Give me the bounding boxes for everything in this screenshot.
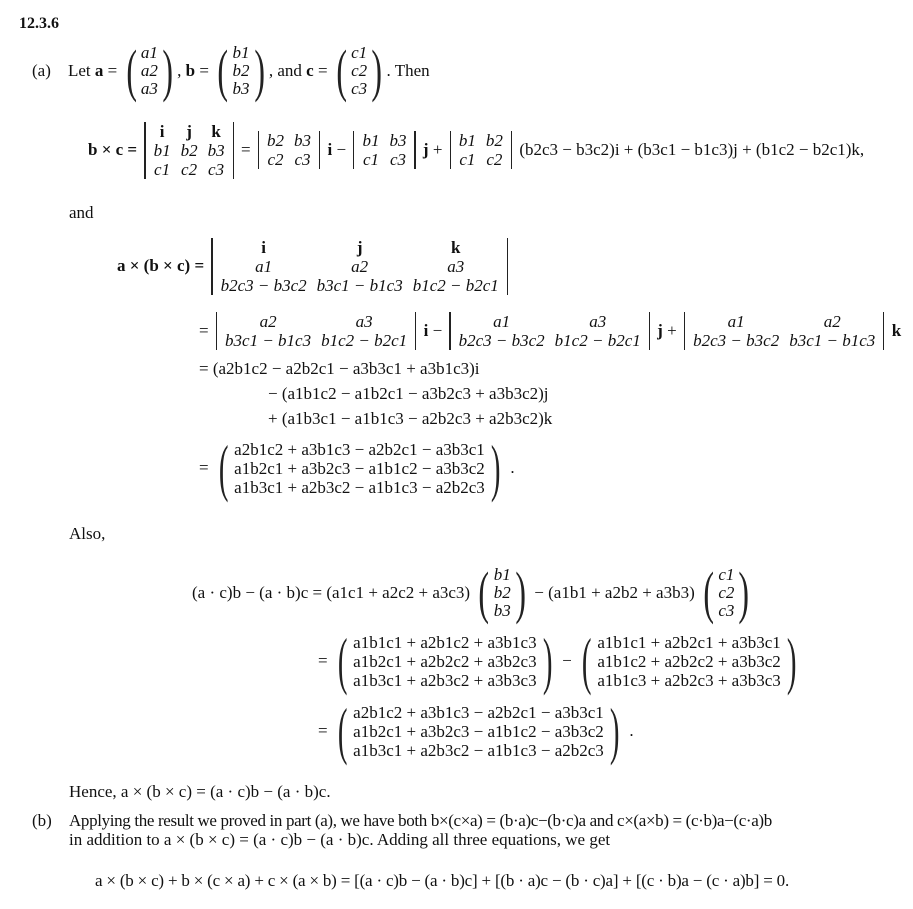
vector-row: a1b1c1 + a2b1c2 + a3b1c3 xyxy=(353,632,537,652)
vector-row: a2b1c2 + a3b1c3 − a2b2c1 − a3b3c1 xyxy=(353,702,604,722)
vector-b-col: ( b1 b2 b3 ) xyxy=(478,560,526,625)
minus-sign: − xyxy=(534,583,544,602)
axbxc-determinant xyxy=(208,238,511,295)
determinant-entry: b1 xyxy=(458,131,476,150)
dot-step-line: = ( a1b1c1 + a2b1c2 + a3b1c3 a1b2c1 + a2b2c2 + a3b2c3 a1b3c1 + a2b3c2 + a3b3c3 ) − ( a1b1c1 + a2b2c1 + a3b3c1 a1b1c2 + a2b2c2 + a3b3c2 a1b1c3 + a2b2c3 + a3b3c3 ) xyxy=(318,628,802,694)
and-text: and xyxy=(69,203,94,222)
coef-ab: (a1b1 + a2b2 + a3b3) xyxy=(548,583,695,602)
bxc-determinant xyxy=(141,122,236,179)
step-left-vector: ( a1b1c1 + a2b1c2 + a3b1c3 a1b2c1 + a2b2c2 + a3b2c3 a1b3c1 + a2b3c2 + a3b3c3 ) xyxy=(337,625,553,696)
let-word: Let xyxy=(68,61,91,80)
axbxc-vector-result: = ( a2b1c2 + a3b1c3 − a2b2c1 − a3b3c1 a1b2c1 + a3b2c3 − a1b1c2 − a3b3c2 a1b3c1 + a2b3c2 − a1b1c3 − a2b2c3 ) . xyxy=(199,432,515,503)
vector-definitions: Let a = ( a1 a2 a3 ) , b = ( b1 b2 b3 ) , and c = ( c1 c2 c3 ) . Then xyxy=(68,38,430,103)
step-right-vector: ( a1b1c1 + a2b2c1 + a3b3c1 a1b1c2 + a2b2c2 + a3b3c2 a1b1c3 + a2b2c3 + a3b3c3 ) xyxy=(581,625,797,696)
determinant-entry: j xyxy=(186,121,192,141)
determinant-entry: a1 xyxy=(727,312,745,331)
vector-row: a1b2c1 + a2b2c2 + a3b2c3 xyxy=(353,651,537,671)
determinant-entry: b3 xyxy=(389,131,407,150)
vec-component: c3 xyxy=(718,601,735,620)
determinant-entry: b2 xyxy=(180,140,198,160)
result-vector-row: a1b2c1 + a3b2c3 − a1b1c2 − a3b3c2 xyxy=(234,458,485,478)
axbxc-minor-j xyxy=(446,312,653,350)
determinant-row xyxy=(220,331,412,350)
vec-component: c2 xyxy=(718,583,735,602)
determinant-row xyxy=(216,276,504,295)
part-b-label: (b) xyxy=(32,811,52,830)
axbxc-minor-i xyxy=(213,312,420,350)
determinant-entry: b3 xyxy=(294,131,312,150)
bxc-minor-k xyxy=(447,131,515,169)
determinant-row xyxy=(149,160,230,179)
determinant-entry: a2 xyxy=(259,312,277,331)
determinant-entry: c3 xyxy=(294,150,311,169)
determinant-row xyxy=(220,312,412,331)
determinant-entry: c1 xyxy=(154,159,171,179)
determinant-entry: b3c1 − b1c3 xyxy=(316,275,403,295)
final-equation: a × (b × c) + b × (c × a) + c × (a × b) = [(a · c)b − (a · b)c] + [(b · a)c − (b · c)a] + [(c · b)a − (c · a)b] = 0. xyxy=(95,871,790,890)
vector-a-component: a1 xyxy=(140,43,158,62)
determinant-row xyxy=(216,257,504,276)
result-vector-row: a1b3c1 + a2b3c2 − a1b1c3 − a2b2c3 xyxy=(234,477,485,497)
determinant-row xyxy=(454,131,508,150)
vector-a-component: a3 xyxy=(140,79,158,98)
dot-final-line: = ( a2b1c2 + a3b1c3 − a2b2c1 − a3b3c1 a1b2c1 + a3b2c3 − a1b1c2 − a3b3c2 a1b3c1 + a2b3c2 − a1b1c3 − a2b2c3 ) . xyxy=(318,695,634,766)
determinant-entry: b2 xyxy=(267,131,285,150)
vector-row: a1b2c1 + a3b2c3 − a1b1c2 − a3b3c2 xyxy=(353,721,604,741)
determinant-entry: c2 xyxy=(181,159,198,179)
determinant-entry: c1 xyxy=(459,150,476,169)
vector-a: ( a1 a2 a3 ) xyxy=(125,38,173,103)
bxc-minor-i xyxy=(255,131,323,169)
vector-row: a1b1c1 + a2b2c1 + a3b3c1 xyxy=(597,632,781,652)
determinant-row xyxy=(454,331,646,350)
vector-row: a1b3c1 + a2b3c2 + a3b3c3 xyxy=(353,670,537,690)
vec-component: b2 xyxy=(493,583,511,602)
result-vector-row: a2b1c2 + a3b1c3 − a2b2c1 − a3b3c1 xyxy=(234,439,485,459)
vector-c: ( c1 c2 c3 ) xyxy=(336,38,383,103)
dot-identity-line xyxy=(192,560,754,626)
vector-b-name: b xyxy=(185,61,196,80)
bxc-result: (b2c3 − b3c2)i + (b3c1 − b1c3)j + (b1c2 − b2c1)k, xyxy=(519,140,865,159)
conclusion-text: Hence, a × (b × c) = (a · c)b − (a · b)c. xyxy=(69,782,331,801)
determinant-entry: b1c2 − b2c1 xyxy=(412,275,499,295)
determinant-entry: a3 xyxy=(589,312,607,331)
determinant-entry: c2 xyxy=(267,150,284,169)
determinant-entry: i xyxy=(261,237,266,257)
vector-b: ( b1 b2 b3 ) xyxy=(217,38,265,103)
expanded-line-j: − (a1b1c2 − a1b2c1 − a3b2c3 + a3b3c2)j xyxy=(268,384,549,403)
determinant-entry: a3 xyxy=(447,256,465,276)
determinant-entry: k xyxy=(451,237,461,257)
determinant-entry: b2c3 − b3c2 xyxy=(458,331,545,350)
determinant-row xyxy=(688,312,880,331)
problem-number: 12.3.6 xyxy=(19,15,59,32)
determinant-entry: b3 xyxy=(207,140,225,160)
bxc-equation: b × c = i j k b1 b2 b3 c1 c2 c3 = b2 b3 c2 c3 i − b1 b3 c1 c3 j + b1 b2 c1 c2 (b2c3 − b3c2)i + (b3c1 − b1c3)j + (b1c2 − b2c1)k, xyxy=(88,121,865,179)
vector-b-component: b2 xyxy=(232,61,250,80)
determinant-entry: a1 xyxy=(493,312,511,331)
determinant-entry: b1c2 − b2c1 xyxy=(554,331,641,350)
axbxc-minor-k xyxy=(681,312,888,350)
determinant-row xyxy=(454,312,646,331)
coef-ac: (a1c1 + a2c2 + a3c3) xyxy=(326,583,471,602)
vector-row: a1b1c3 + a2b2c3 + a3b3c3 xyxy=(597,670,781,690)
determinant-entry: c3 xyxy=(208,159,225,179)
determinant-entry: a3 xyxy=(355,312,373,331)
vector-c-component: c1 xyxy=(351,43,368,62)
bxc-lhs: b × c = xyxy=(88,140,138,159)
vec-component: c1 xyxy=(718,565,735,584)
determinant-entry: a2 xyxy=(823,312,841,331)
axbxc-minors: = a2 a3 b3c1 − b1c3 b1c2 − b2c1 i − a1 a3 b2c3 − b3c2 b1c2 − b2c1 j + a1 a2 b2c3 − b3c2 b3c1 − b1c3 k xyxy=(199,312,902,350)
vector-b-component: b1 xyxy=(232,43,250,62)
part-a-label: (a) xyxy=(32,61,51,80)
determinant-row xyxy=(454,150,508,169)
vector-row: a1b3c1 + a2b3c2 − a1b1c3 − a2b2c3 xyxy=(353,740,604,760)
vector-c-component: c3 xyxy=(351,79,368,98)
determinant-row xyxy=(149,141,230,160)
determinant-row xyxy=(262,150,316,169)
axbxc-lhs: a × (b × c) = xyxy=(117,256,205,275)
determinant-entry: c3 xyxy=(389,150,406,169)
determinant-entry: b1 xyxy=(153,140,171,160)
determinant-row xyxy=(357,150,411,169)
expanded-line-i: = (a2b1c2 − a2b2c1 − a3b3c1 + a3b1c3)i xyxy=(199,359,480,378)
determinant-entry: c1 xyxy=(362,150,379,169)
vector-b-component: b3 xyxy=(232,79,250,98)
vector-a-name: a xyxy=(94,61,104,80)
expanded-line-k: + (a1b3c1 − a1b1c3 − a2b2c3 + a2b3c2)k xyxy=(268,409,553,428)
then-word: . Then xyxy=(386,61,430,80)
vector-c-component: c2 xyxy=(351,61,368,80)
determinant-row xyxy=(149,122,230,141)
determinant-entry: b1 xyxy=(362,131,380,150)
final-vector: ( a2b1c2 + a3b1c3 − a2b2c1 − a3b3c1 a1b2c1 + a3b2c3 − a1b1c2 − a3b3c2 a1b3c1 + a2b3c2 − a1b1c3 − a2b2c3 ) xyxy=(337,695,620,766)
part-b-line-2: in addition to a × (b × c) = (a · c)b − (a · b)c. Adding all three equations, we get xyxy=(69,830,611,849)
determinant-entry: k xyxy=(211,121,221,141)
determinant-entry: a2 xyxy=(351,256,369,276)
determinant-entry: b1c2 − b2c1 xyxy=(321,331,408,350)
vector-row: a1b1c2 + a2b2c2 + a3b3c2 xyxy=(597,651,781,671)
bxc-minor-j xyxy=(350,131,418,169)
result-vector: ( a2b1c2 + a3b1c3 − a2b2c1 − a3b3c1 a1b2c1 + a3b2c3 − a1b1c2 − a3b3c2 a1b3c1 + a2b3c2 − a1b1c3 − a2b2c3 ) xyxy=(218,432,501,503)
axbxc-equation xyxy=(117,233,511,299)
determinant-row xyxy=(262,131,316,150)
part-b-line-1: Applying the result we proved in part (a), we have both b×(c×a) = (b·a)c−(b·c)a and c×(a×b) = (c·b)a−(c·a)b xyxy=(69,811,772,830)
dot-lhs: (a · c)b − (a · b)c = xyxy=(192,583,323,602)
determinant-entry: b3c1 − b1c3 xyxy=(789,331,876,350)
also-text: Also, xyxy=(69,524,106,543)
determinant-row xyxy=(357,131,411,150)
vector-c-name: c xyxy=(306,61,314,80)
vec-component: b3 xyxy=(493,601,511,620)
vector-c-col: ( c1 c2 c3 ) xyxy=(703,560,750,625)
determinant-entry: b2c3 − b3c2 xyxy=(693,331,780,350)
determinant-row xyxy=(216,238,504,257)
determinant-entry: i xyxy=(159,121,165,141)
determinant-entry: b3c1 − b1c3 xyxy=(225,331,312,350)
determinant-entry: b2 xyxy=(485,131,503,150)
determinant-entry: j xyxy=(356,237,363,257)
and-word: , and xyxy=(268,61,302,80)
determinant-entry: a1 xyxy=(255,256,273,276)
vec-component: b1 xyxy=(493,565,511,584)
determinant-row xyxy=(688,331,880,350)
determinant-entry: c2 xyxy=(486,150,503,169)
determinant-entry: b2c3 − b3c2 xyxy=(220,275,307,295)
vector-a-component: a2 xyxy=(140,61,158,80)
